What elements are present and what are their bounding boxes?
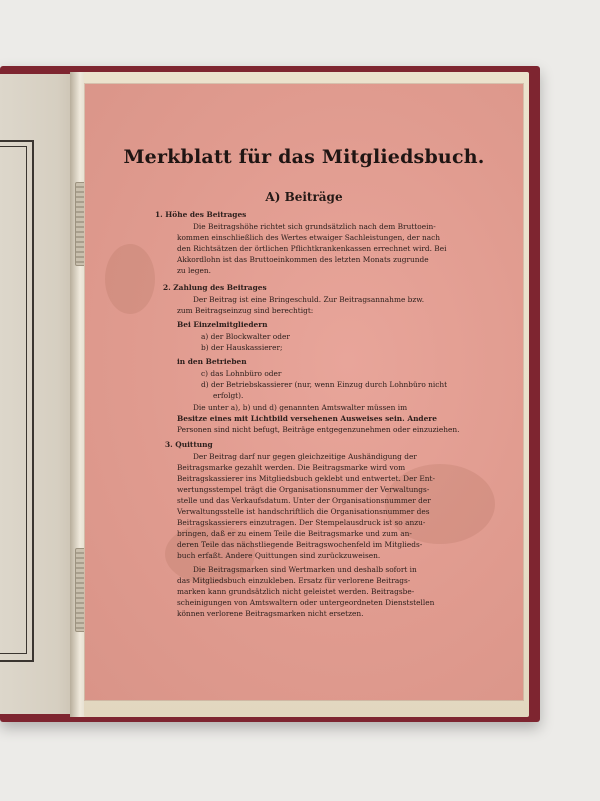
paragraph-line: bringen, daß er zu einem Teile die Beitragsmarke und zum an- (177, 529, 412, 538)
paragraph-line: Der Beitrag ist eine Bringeschuld. Zur Beitragsannahme bzw. (193, 295, 425, 304)
paragraph-line: kommen einschließlich des Wertes etwaiger Sachleistungen, der nach (177, 233, 441, 242)
list-item: b) der Hauskassierer; (201, 343, 283, 352)
paragraph-line: Der Beitrag darf nur gegen gleichzeitige Aushändigung der (193, 452, 417, 461)
paragraph-line: Verwaltungsstelle ist handschriftlich die Organisationsnummer des (177, 507, 430, 516)
leaflet-title: Merkblatt für das Mitgliedsbuch. (123, 146, 485, 168)
paragraph-line: Die Beitragshöhe richtet sich grundsätzlich nach dem Bruttoein- (193, 222, 436, 231)
subsection-heading: 1. Höhe des Beitrages (155, 210, 247, 219)
paragraph-line: Die Beitragsmarken sind Wertmarken und deshalb sofort in (193, 565, 417, 574)
subsection-heading: 3. Quittung (165, 440, 213, 449)
paragraph-line: Beitragsmarke gezahlt werden. Die Beitragsmarke wird vom (177, 463, 406, 472)
paragraph-line: marken kann grundsätzlich nicht geleistet werden. Beitragsbe- (177, 587, 415, 596)
paragraph-line: wertungsstempel trägt die Organisationsnummer der Verwaltungs- (177, 485, 430, 494)
paragraph-line: zu legen. (177, 266, 211, 275)
list-item: c) das Lohnbüro oder (201, 369, 282, 378)
leaflet-text (85, 84, 523, 700)
group-label: in den Betrieben (177, 357, 247, 366)
paragraph-line: Personen sind nicht befugt, Beiträge entgegenzunehmen oder einzuziehen. (177, 425, 460, 434)
paragraph-line: zum Beitragseinzug sind berechtigt: (177, 306, 314, 315)
list-item: erfolgt). (213, 391, 244, 400)
subsection-heading: 2. Zahlung des Beitrages (163, 283, 267, 292)
list-item: d) der Betriebskassierer (nur, wenn Einzug durch Lohnbüro nicht (201, 380, 448, 389)
paragraph-line: scheinigungen von Amtswaltern oder untergeordneten Dienststellen (177, 598, 435, 607)
paragraph-line: Akkordlohn ist das Bruttoeinkommen des letzten Monats zugrunde (177, 255, 429, 264)
section-heading: A) Beiträge (265, 190, 343, 204)
paragraph-line: können verlorene Beitragsmarken nicht ersetzen. (177, 609, 364, 618)
paragraph-line: buch erfaßt. Andere Quittungen sind zurückzuweisen. (177, 551, 381, 560)
paragraph-line: den Richtsätzen der örtlichen Pflichtkrankenkassen errechnet wird. Bei (177, 244, 447, 253)
paragraph-line: deren Teile das nächstliegende Beitragswochenfeld im Mitglieds- (177, 540, 423, 549)
paragraph-line: Besitze eines mit Lichtbild versehenen Ausweises sein. Andere (177, 414, 437, 423)
paragraph-line: stelle und das Verkaufsdatum. Unter der Organisationsnummer der (177, 496, 431, 505)
paragraph-line: das Mitgliedsbuch einzukleben. Ersatz für verlorene Beitrags- (177, 576, 411, 585)
left-page-frame-inner (0, 146, 27, 654)
paragraph-line: Die unter a), b) und d) genannten Amtswalter müssen im (193, 403, 408, 412)
list-item: a) der Blockwalter oder (201, 332, 290, 341)
paragraph-line: Beitragskassierer ins Mitgliedsbuch geklebt und entwertet. Der Ent- (177, 474, 435, 483)
paragraph-line: Beitragskassierers einzutragen. Der Stempelausdruck ist so anzu- (177, 518, 426, 527)
group-label: Bei Einzelmitgliedern (177, 320, 268, 329)
